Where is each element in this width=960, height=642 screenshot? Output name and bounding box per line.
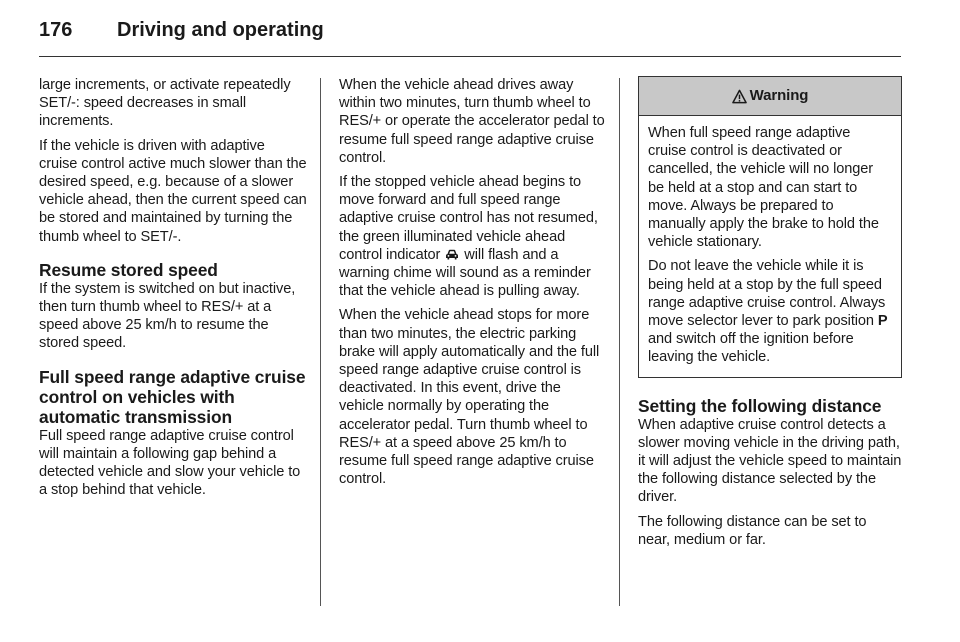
paragraph: Full speed range adaptive cruise control will maintain a following gap behind a detected vehicle and slow your vehicle to a stop behind that vehicle. (39, 427, 301, 499)
vehicle-ahead-indicator-icon (445, 249, 459, 260)
warning-header (639, 77, 901, 116)
column-middle (339, 76, 605, 494)
paragraph: When the vehicle ahead drives away within two minutes, turn thumb wheel to RES/+ or operate the accelerator pedal to resume full speed range adaptive cruise control. (339, 77, 605, 166)
warning-box (638, 76, 902, 378)
paragraph (339, 173, 605, 300)
text-run: will flash and a warning chime will sound as a reminder that the vehicle ahead is pulling away. (339, 246, 591, 300)
warning-title: Warning (749, 86, 809, 104)
paragraph: The following distance can be set to near, medium or far. (638, 513, 867, 548)
paragraph: If the system is switched on but inactive, then turn thumb wheel to RES/+ at a speed above 25 km/h to resume the stored speed. (39, 280, 296, 352)
paragraph: When full speed range adaptive cruise control is deactivated or cancelled, the vehicle will no longer be held at a stop and can start to move. Always be prepared to manually apply the brake to hold the vehicle stationary. (648, 125, 879, 251)
header-rule (39, 56, 901, 57)
warning-body (639, 116, 901, 377)
section-title: Driving and operating (117, 19, 324, 41)
text-run: and switch off the ignition before leaving the vehicle. (648, 331, 854, 366)
paragraph: If the vehicle is driven with adaptive cruise control active much slower than the desired speed, e.g. because of a slower vehicle ahead, then the current speed can be stored and maintained by turning the thumb wheel to SET/-. (39, 137, 307, 245)
column-divider (320, 78, 321, 606)
heading-following-distance: Setting the following distance (638, 395, 882, 416)
warning-triangle-icon (732, 89, 747, 104)
paragraph: When the vehicle ahead stops for more than two minutes, the electric parking brake will apply automatically and the full speed range adaptive cruise control is deactivated. In this event, drive the vehicle normally by operating the accelerator pedal. Turn thumb wheel to RES/+ at a speed above 25 km/h to resume full speed range adaptive cruise control. (339, 307, 600, 488)
heading-full-speed-range: Full speed range adaptive cruise control on vehicles with automatic transmission (39, 366, 306, 427)
paragraph (648, 257, 892, 366)
heading-resume-stored-speed: Resume stored speed (39, 259, 218, 280)
column-right (638, 76, 902, 555)
paragraph: large increments, or activate repeatedly SET/-: speed decreases in small increments. (39, 77, 291, 130)
park-position-label: P (877, 313, 888, 330)
page-header (39, 19, 324, 49)
column-divider (619, 78, 620, 606)
text-run: Do not leave the vehicle while it is being held at a stop by the full speed range adaptive cruise control. Always move selector lever to park position (648, 258, 886, 330)
text-run: If the stopped vehicle ahead begins to move forward and full speed range adaptive cruise control has not resumed, the green illuminated vehicle ahead control indicator (339, 174, 598, 263)
column-left (39, 76, 307, 505)
page-number: 176 (39, 19, 73, 41)
paragraph: When adaptive cruise control detects a slower moving vehicle in the driving path, it will adjust the vehicle speed to maintain the following distance selected by the driver. (638, 416, 902, 506)
